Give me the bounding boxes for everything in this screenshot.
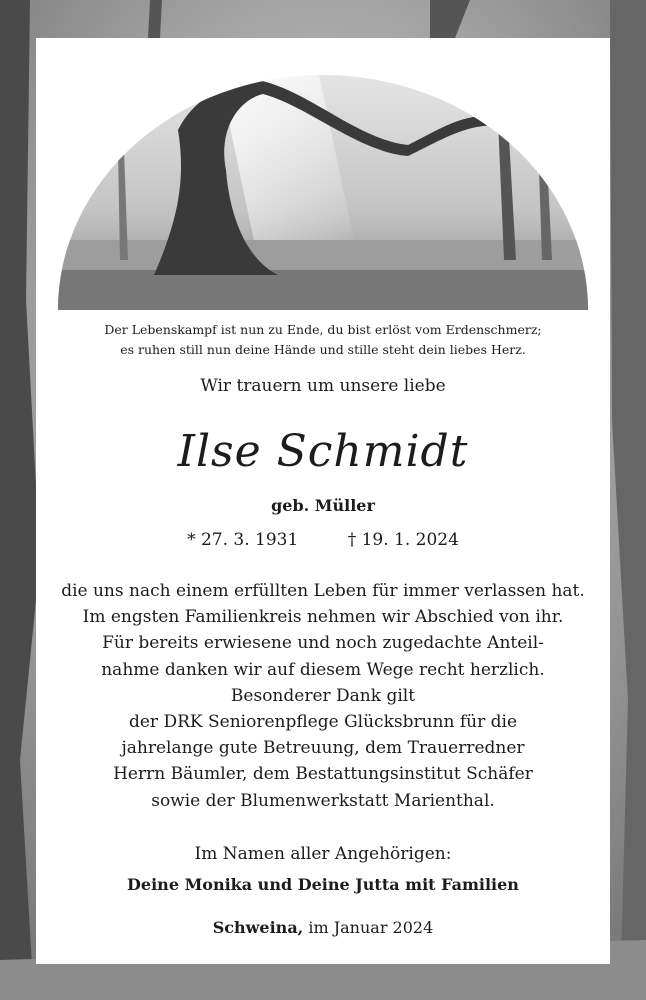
body-line: Für bereits erwiesene und noch zugedachte Anteil- (102, 633, 544, 654)
body-line: sowie der Blumenwerkstatt Marienthal. (151, 790, 495, 811)
body-line: jahrelange gute Betreuung, dem Trauerredner (121, 738, 525, 759)
intro-text: Wir trauern um unsere liebe (200, 376, 446, 396)
body-line: Besonderer Dank gilt (230, 685, 416, 706)
birth-date: * 27. 3. 1931 (187, 530, 299, 550)
life-dates (36, 530, 610, 550)
body-line: die uns nach einem erfüllten Leben für immer verlassen hat. (61, 581, 585, 601)
date: im Januar 2024 (308, 918, 434, 937)
maiden-name: geb. Müller (271, 496, 375, 515)
place: Schweina, (212, 918, 304, 937)
signature-intro: Im Namen aller Angehörigen: (194, 844, 452, 864)
tree-photo (58, 60, 588, 310)
body-line: nahme danken wir auf diesem Wege recht herzlich. (101, 659, 545, 680)
signature: Deine Monika und Deine Jutta mit Familien (127, 875, 519, 894)
place-date (36, 918, 610, 937)
death-date: † 19. 1. 2024 (347, 530, 459, 550)
verse (36, 320, 610, 360)
body-line: der DRK Seniorenpflege Glücksbrunn für die (128, 711, 518, 732)
verse-line: es ruhen still nun deine Hände und stille steht dein liebes Herz. (120, 342, 526, 357)
body-line: Im engsten Familienkreis nehmen wir Abschied von ihr. (82, 607, 564, 628)
obituary-body (36, 578, 610, 814)
deceased-name: Ilse Schmidt (177, 426, 469, 477)
obituary-card (36, 38, 610, 964)
verse-line: Der Lebenskampf ist nun zu Ende, du bist erlöst vom Erdenschmerz; (104, 322, 542, 337)
body-line: Herrn Bäumler, dem Bestattungsinstitut Schäfer (113, 764, 533, 785)
